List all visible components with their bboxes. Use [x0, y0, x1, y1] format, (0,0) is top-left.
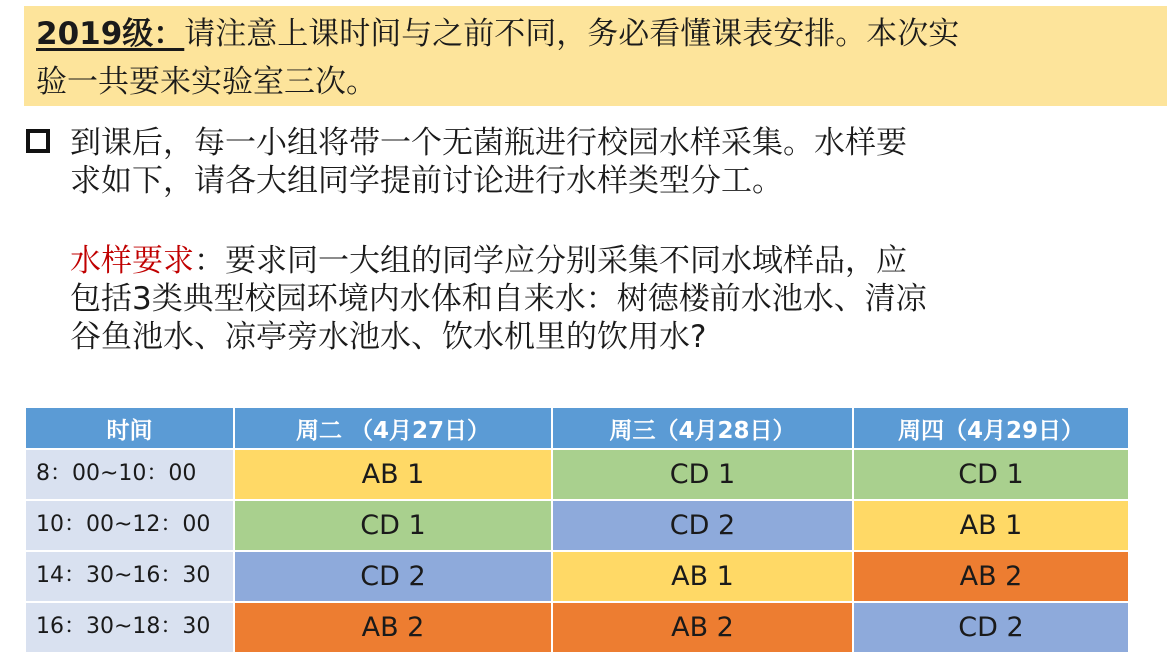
requirement-line-2: 包括3类典型校园环境内水体和自来水：树德楼前水池水、清凉: [70, 281, 927, 317]
intro-paragraph: [70, 124, 1130, 200]
group-cell: AB 2: [552, 602, 853, 653]
requirement-paragraph: [70, 242, 1130, 356]
header-thursday: 周四（4月29日）: [853, 407, 1129, 449]
time-slot: 16：30~18：30: [25, 602, 234, 653]
requirement-line-1: [70, 242, 1130, 280]
grade-label: 2019级：: [36, 16, 185, 52]
group-cell: AB 2: [853, 551, 1129, 602]
requirement-line-3: 谷鱼池水、凉亭旁水池水、饮水机里的饮用水?: [70, 319, 707, 355]
group-cell: AB 1: [234, 449, 552, 500]
notice-text-1: 请注意上课时间与之前不同，务必看懂课表安排。本次实: [184, 16, 960, 52]
group-cell: CD 1: [853, 449, 1129, 500]
group-cell: CD 1: [234, 500, 552, 551]
notice-line-1: [36, 10, 1167, 58]
time-slot: 10：00~12：00: [25, 500, 234, 551]
schedule-header-row: [25, 407, 1129, 449]
intro-line-1: 到课后，每一小组将带一个无菌瓶进行校园水样采集。水样要: [70, 125, 907, 161]
group-cell: CD 2: [552, 500, 853, 551]
intro-line-2: 求如下，请各大组同学提前讨论进行水样类型分工。: [70, 163, 783, 199]
header-tuesday: 周二 （4月27日）: [234, 407, 552, 449]
notice-banner: [24, 6, 1167, 106]
requirement-text-1: ：要求同一大组的同学应分别采集不同水域样品，应: [194, 243, 907, 279]
table-row: [25, 449, 1129, 500]
group-cell: AB 1: [552, 551, 853, 602]
header-time: 时间: [25, 407, 234, 449]
group-cell: CD 2: [853, 602, 1129, 653]
requirement-label: 水样要求: [70, 243, 194, 279]
table-row: [25, 551, 1129, 602]
time-slot: 14：30~16：30: [25, 551, 234, 602]
header-wednesday: 周三（4月28日）: [552, 407, 853, 449]
schedule-table: [24, 406, 1130, 654]
group-cell: AB 1: [853, 500, 1129, 551]
time-slot: 8：00~10：00: [25, 449, 234, 500]
checkbox-bullet-icon: [26, 129, 50, 153]
table-row: [25, 500, 1129, 551]
notice-line-2: 验一共要来实验室三次。: [36, 64, 377, 100]
group-cell: CD 1: [552, 449, 853, 500]
table-row: [25, 602, 1129, 653]
group-cell: CD 2: [234, 551, 552, 602]
group-cell: AB 2: [234, 602, 552, 653]
